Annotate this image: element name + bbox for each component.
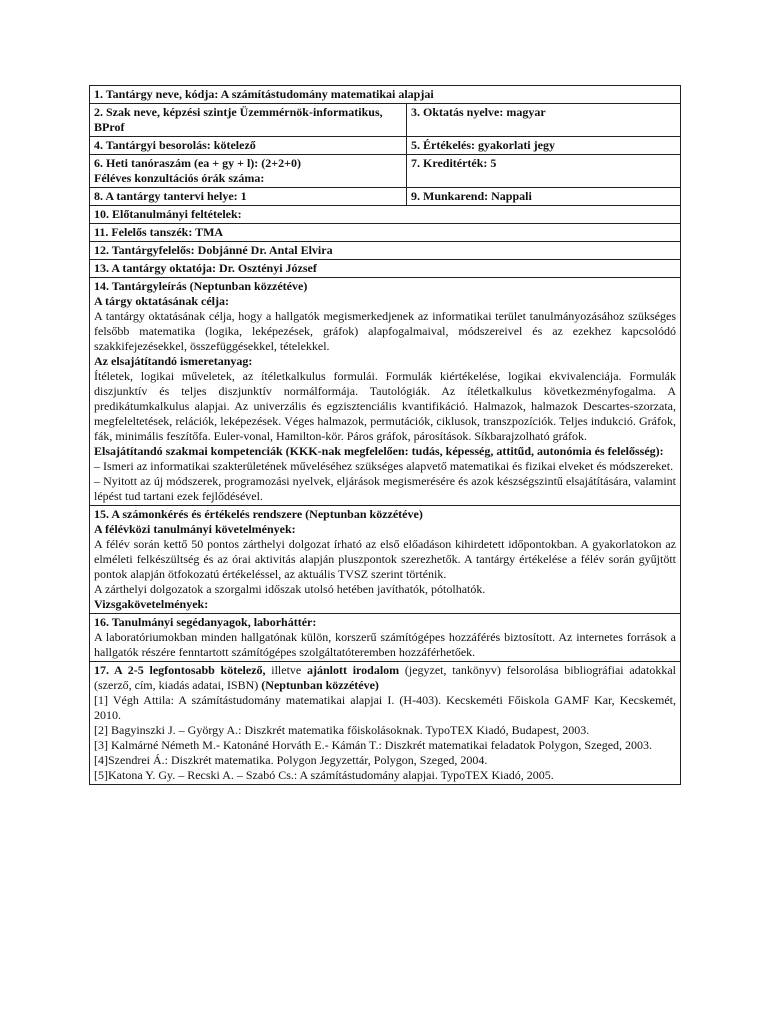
requirements-heading: A félévközi tanulmányi követelmények: [94,522,296,536]
row-department [90,224,681,242]
reference-item: [4]Szendrei Á.: Diszkrét matematika. Polygon Jegyzettár, Polygon, Szeged, 2004. [94,753,488,767]
row-description [90,278,681,506]
weekly-hours: 6. Heti tanóraszám (ea + gy + l): (2+2+0) [94,156,301,170]
course-classification: 4. Tantárgyi besorolás: kötelező [94,138,256,152]
course-description-document [89,85,680,785]
goal-text: A tantárgy oktatásának célja, hogy a hallgatók megismerkedjenek az informatikai terület tanulmányozásához szükséges felsőbb matematika (logika, leképezések, gráfok) alapfogalmaival, módszereivel és az ezekhez kapcsolódó szakkifejezésekkel, összefüggésekkel, tételekkel. [94,309,676,353]
credit-value: 7. Kreditérték: 5 [411,156,497,170]
row-place [90,188,681,206]
requirements-text: A félév során kettő 50 pontos zárthelyi dolgozat írható az első előadáson kihirdetett időpontokban. A gyakorlatokon az elméleti felkészültség és az órai aktivitás alapján pluszpontok szerezhetők. A tantárgy értékelése a félév során gyűjtött pontok alapján ötfokozatú értékeléssel, az aktuális TVSZ szerint történik. [94,537,676,581]
section-14-title: 14. Tantárgyleírás (Neptunban közzétéve) [94,279,308,293]
prerequisites: 10. Előtanulmányi feltételek: [94,207,242,221]
reference-item: [1] Végh Attila: A számítástudomány matematikai alapjai I. (H-403). Kecskeméti Főiskola GAMF Kar, Kecskemét, 2010. [94,693,676,722]
responsible-department: 11. Felelős tanszék: TMA [94,225,224,239]
literature-title-c: ajánlott irodalom [306,663,400,677]
row-materials [90,614,681,662]
section-16-title: 16. Tanulmányi segédanyagok, laborháttér: [94,615,317,629]
content-heading: Az elsajátítandó ismeretanyag: [94,354,253,368]
row-hours [90,155,681,188]
course-name: 1. Tantárgy neve, kódja: A számítástudomány matematikai alapjai [94,87,434,101]
row-course-name [90,86,681,104]
section-17-title [94,663,676,693]
consultation-hours: Féléves konzultációs órák száma: [94,171,265,185]
row-program [90,104,681,137]
course-instructor: 13. A tantárgy oktatója: Dr. Osztényi József [94,261,317,275]
literature-title-d: (jegyzet, tankönyv) felsorolása bibliográfiai adatokkal (szerző, cím, kiadás adatai, ISBN) [94,663,676,692]
literature-title-a: 17. A 2-5 legfontosabb kötelező, [94,663,266,677]
competencies-heading: Elsajátítandó szakmai kompetenciák (KKK-nak megfelelően: tudás, képesség, attitűd, autonómia és felelősség): [94,444,664,458]
competency-item: – Nyitott az új módszerek, programozási nyelvek, eljárások megismerésére és azok készségszintű elsajátítására, valamint lépést tud tartani ezek fejlődésével. [94,474,676,503]
row-instructor [90,260,681,278]
row-prerequisites [90,206,681,224]
section-15-title: 15. A számonkérés és értékelés rendszere (Neptunban közzétéve) [94,507,423,521]
materials-text: A laboratóriumokban minden hallgatónak külön, korszerű számítógépes hozzáférés biztosított. Az internetes források a hallgatók részére fenntartott számítógépes szolgáltatóteremben hozzáférhetőek. [94,630,676,659]
exam-heading: Vizsgakövetelmények: [94,597,209,611]
row-responsible [90,242,681,260]
assessment-type: 5. Értékelés: gyakorlati jegy [411,138,555,152]
course-responsible: 12. Tantárgyfelelős: Dobjánné Dr. Antal Elvira [94,243,333,257]
requirements-text-2: A zárthelyi dolgozatok a szorgalmi időszak utolsó hetében javíthatók, pótolhatók. [94,582,486,596]
literature-title-e: (Neptunban közzétéve) [261,678,379,692]
row-literature [90,662,681,785]
teaching-language: 3. Oktatás nyelve: magyar [411,105,546,119]
literature-title-b: illetve [265,663,307,677]
competency-item: – Ismeri az informatikai szakterületének műveléséhez szükséges alapvető matematikai és fizikai elveket és módszereket. [94,459,674,473]
work-schedule: 9. Munkarend: Nappali [411,189,532,203]
row-assessment [90,506,681,614]
reference-item: [3] Kalmárné Németh M.- Katonáné Horváth E.- Kámán T.: Diszkrét matematikai feladatok Polygon, Szeged, 2003. [94,738,653,752]
reference-item: [2] Bagyinszki J. – György A.: Diszkrét matematika főiskolásoknak. TypoTEX Kiadó, Budapest, 2003. [94,723,590,737]
course-table [89,85,681,785]
goal-heading: A tárgy oktatásának célja: [94,294,229,308]
content-text: Ítéletek, logikai műveletek, az ítéletkalkulus formulái. Formulák kiértékelése, logikai ekvivalenciája. Formulák diszjunktív és teljes diszjunktív normálformája. Tautológiák. Az ítéletkalkulus következményfogalma. A predikátumkalkulus alapjai. Az univerzális és egzisztenciális kvantifikáció. Halmazok, halmazok Descartes-szorzata, megfeleltetések, relációk, leképezések. Véges halmazok, permutációk, ciklusok, transzpozíciók. Teljes indukció. Gráfok, fák, minimális feszítőfa. Euler-vonal, Hamilton-kör. Páros gráfok, párosítások. Síkbarajzolható gráfok. [94,369,676,443]
reference-item: [5]Katona Y. Gy. – Recski A. – Szabó Cs.: A számítástudomány alapjai. TypoTEX Kiadó, 2005. [94,768,554,782]
row-classification [90,137,681,155]
curriculum-place: 8. A tantárgy tantervi helye: 1 [94,189,247,203]
program-level: 2. Szak neve, képzési szintje Üzemmérnök-informatikus, BProf [94,105,383,134]
